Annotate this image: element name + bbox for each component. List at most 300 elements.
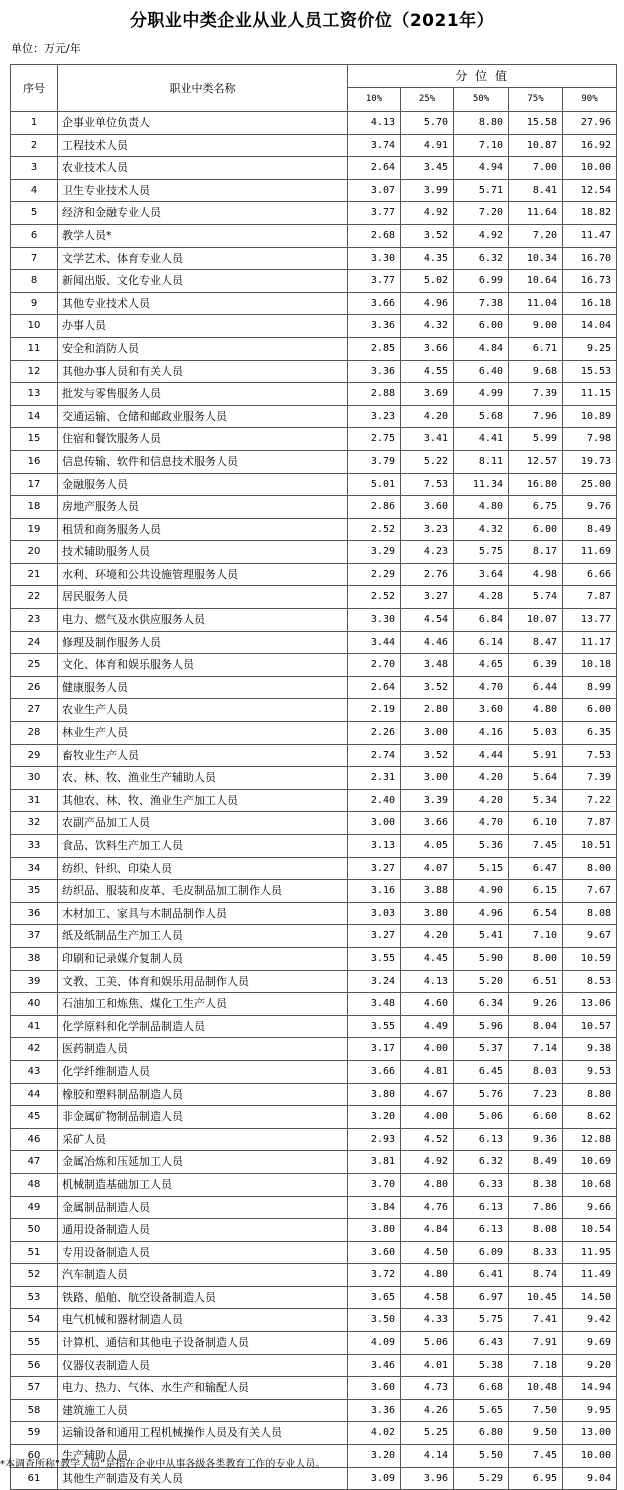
row-seq: 11: [11, 337, 58, 360]
table-row: [11, 1151, 617, 1174]
table-row: [11, 450, 617, 473]
table-row: [11, 947, 617, 970]
row-p75: 9.00: [509, 315, 563, 338]
row-name: 运输设备和通用工程机械操作人员及有关人员: [58, 1422, 348, 1445]
row-p90: 11.69: [563, 541, 617, 564]
row-p90: 14.94: [563, 1377, 617, 1400]
table-row: [11, 496, 617, 519]
row-seq: 57: [11, 1377, 58, 1400]
row-seq: 10: [11, 315, 58, 338]
row-name: 企事业单位负责人: [58, 112, 348, 135]
table-row: [11, 428, 617, 451]
row-p75: 6.75: [509, 496, 563, 519]
row-p75: 6.47: [509, 857, 563, 880]
row-p90: 10.89: [563, 405, 617, 428]
row-p10: 3.60: [348, 1377, 401, 1400]
row-p10: 3.20: [348, 1106, 401, 1129]
table-row: [11, 857, 617, 880]
row-p10: 3.29: [348, 541, 401, 564]
table-row: [11, 1264, 617, 1287]
row-p50: 4.44: [454, 744, 509, 767]
row-p25: 4.96: [401, 292, 454, 315]
row-p90: 9.95: [563, 1399, 617, 1422]
row-p90: 11.49: [563, 1264, 617, 1287]
row-p50: 6.68: [454, 1377, 509, 1400]
row-p10: 4.13: [348, 112, 401, 135]
row-seq: 36: [11, 902, 58, 925]
row-seq: 18: [11, 496, 58, 519]
row-p75: 5.74: [509, 586, 563, 609]
row-p25: 2.76: [401, 563, 454, 586]
row-p90: 11.15: [563, 383, 617, 406]
header-seq: 序号: [11, 65, 58, 112]
row-p75: 6.71: [509, 337, 563, 360]
row-p50: 4.96: [454, 902, 509, 925]
row-p90: 7.22: [563, 789, 617, 812]
row-name: 交通运输、仓储和邮政业服务人员: [58, 405, 348, 428]
row-seq: 55: [11, 1332, 58, 1355]
row-p10: 3.30: [348, 247, 401, 270]
row-p10: 3.30: [348, 609, 401, 632]
row-p50: 6.41: [454, 1264, 509, 1287]
row-p50: 7.10: [454, 134, 509, 157]
row-p25: 4.23: [401, 541, 454, 564]
row-name: 工程技术人员: [58, 134, 348, 157]
row-p75: 9.68: [509, 360, 563, 383]
row-name: 林业生产人员: [58, 722, 348, 745]
row-p25: 3.66: [401, 812, 454, 835]
row-name: 化学纤维制造人员: [58, 1060, 348, 1083]
row-name: 电气机械和器材制造人员: [58, 1309, 348, 1332]
row-name: 橡胶和塑料制品制造人员: [58, 1083, 348, 1106]
row-p90: 16.92: [563, 134, 617, 157]
row-p90: 11.95: [563, 1241, 617, 1264]
row-p90: 14.04: [563, 315, 617, 338]
row-p90: 9.53: [563, 1060, 617, 1083]
row-p75: 9.26: [509, 993, 563, 1016]
row-p25: 4.13: [401, 970, 454, 993]
row-p10: 3.74: [348, 134, 401, 157]
row-p50: 5.76: [454, 1083, 509, 1106]
row-p90: 9.04: [563, 1467, 617, 1490]
row-p10: 2.19: [348, 699, 401, 722]
wage-table: [10, 64, 617, 1490]
row-p90: 8.49: [563, 518, 617, 541]
row-p75: 7.45: [509, 1445, 563, 1468]
row-p10: 5.01: [348, 473, 401, 496]
row-p50: 5.90: [454, 947, 509, 970]
row-p50: 6.13: [454, 1219, 509, 1242]
row-p50: 5.41: [454, 925, 509, 948]
row-p75: 10.45: [509, 1286, 563, 1309]
row-p25: 4.45: [401, 947, 454, 970]
row-p10: 3.09: [348, 1467, 401, 1490]
row-p75: 7.45: [509, 835, 563, 858]
row-p25: 4.80: [401, 1173, 454, 1196]
row-p25: 4.84: [401, 1219, 454, 1242]
row-p90: 7.87: [563, 586, 617, 609]
row-p10: 3.80: [348, 1083, 401, 1106]
row-p10: 2.64: [348, 157, 401, 180]
row-p75: 9.36: [509, 1128, 563, 1151]
row-p50: 5.75: [454, 1309, 509, 1332]
row-p75: 4.98: [509, 563, 563, 586]
row-p50: 6.40: [454, 360, 509, 383]
row-p25: 7.53: [401, 473, 454, 496]
row-p90: 16.70: [563, 247, 617, 270]
row-p50: 4.20: [454, 789, 509, 812]
table-row: [11, 202, 617, 225]
row-p25: 4.00: [401, 1038, 454, 1061]
row-seq: 30: [11, 767, 58, 790]
row-p50: 5.68: [454, 405, 509, 428]
table-row: [11, 676, 617, 699]
row-name: 教学人员*: [58, 224, 348, 247]
table-row: [11, 563, 617, 586]
row-name: 计算机、通信和其他电子设备制造人员: [58, 1332, 348, 1355]
row-p10: 3.70: [348, 1173, 401, 1196]
row-p75: 7.41: [509, 1309, 563, 1332]
row-p25: 3.60: [401, 496, 454, 519]
row-name: 卫生专业技术人员: [58, 179, 348, 202]
row-p10: 3.44: [348, 631, 401, 654]
row-seq: 31: [11, 789, 58, 812]
row-p25: 3.88: [401, 880, 454, 903]
row-p90: 10.69: [563, 1151, 617, 1174]
row-seq: 60: [11, 1445, 58, 1468]
row-p50: 4.94: [454, 157, 509, 180]
row-name: 通用设备制造人员: [58, 1219, 348, 1242]
row-p75: 4.80: [509, 699, 563, 722]
row-p75: 6.10: [509, 812, 563, 835]
table-row: [11, 383, 617, 406]
row-seq: 33: [11, 835, 58, 858]
row-p75: 15.58: [509, 112, 563, 135]
table-row: [11, 1467, 617, 1490]
row-p90: 9.25: [563, 337, 617, 360]
row-p50: 4.41: [454, 428, 509, 451]
row-p50: 6.13: [454, 1196, 509, 1219]
table-row: [11, 1354, 617, 1377]
row-p90: 7.98: [563, 428, 617, 451]
row-seq: 52: [11, 1264, 58, 1287]
row-p90: 9.67: [563, 925, 617, 948]
row-p25: 4.20: [401, 925, 454, 948]
row-p75: 6.00: [509, 518, 563, 541]
row-seq: 47: [11, 1151, 58, 1174]
table-row: [11, 518, 617, 541]
row-name: 其他生产制造及有关人员: [58, 1467, 348, 1490]
row-p75: 10.64: [509, 270, 563, 293]
row-seq: 61: [11, 1467, 58, 1490]
row-p25: 4.46: [401, 631, 454, 654]
row-p50: 4.70: [454, 812, 509, 835]
row-p90: 6.66: [563, 563, 617, 586]
row-p90: 10.00: [563, 1445, 617, 1468]
row-p75: 12.57: [509, 450, 563, 473]
row-p10: 2.31: [348, 767, 401, 790]
row-p50: 7.20: [454, 202, 509, 225]
row-p10: 2.88: [348, 383, 401, 406]
table-body: [11, 112, 617, 1490]
table-row: [11, 315, 617, 338]
row-p90: 11.47: [563, 224, 617, 247]
table-row: [11, 270, 617, 293]
row-p25: 4.55: [401, 360, 454, 383]
row-p25: 4.80: [401, 1264, 454, 1287]
row-p25: 4.32: [401, 315, 454, 338]
row-p50: 5.75: [454, 541, 509, 564]
row-p10: 3.77: [348, 270, 401, 293]
row-p90: 9.69: [563, 1332, 617, 1355]
row-name: 石油加工和炼焦、煤化工生产人员: [58, 993, 348, 1016]
row-p10: 3.17: [348, 1038, 401, 1061]
table-row: [11, 609, 617, 632]
row-seq: 23: [11, 609, 58, 632]
row-p25: 3.39: [401, 789, 454, 812]
row-p75: 10.48: [509, 1377, 563, 1400]
row-seq: 53: [11, 1286, 58, 1309]
header-p25: 25%: [401, 88, 454, 112]
row-p10: 3.36: [348, 360, 401, 383]
row-p10: 2.64: [348, 676, 401, 699]
row-seq: 28: [11, 722, 58, 745]
row-name: 居民服务人员: [58, 586, 348, 609]
row-p50: 4.28: [454, 586, 509, 609]
row-seq: 6: [11, 224, 58, 247]
table-row: [11, 767, 617, 790]
row-p10: 3.80: [348, 1219, 401, 1242]
row-p25: 4.67: [401, 1083, 454, 1106]
row-p25: 4.49: [401, 1015, 454, 1038]
table-row: [11, 1128, 617, 1151]
row-p10: 2.86: [348, 496, 401, 519]
header-p10: 10%: [348, 88, 401, 112]
row-p50: 4.92: [454, 224, 509, 247]
row-seq: 27: [11, 699, 58, 722]
row-seq: 56: [11, 1354, 58, 1377]
row-name: 专用设备制造人员: [58, 1241, 348, 1264]
row-seq: 35: [11, 880, 58, 903]
row-p75: 8.08: [509, 1219, 563, 1242]
row-p90: 8.62: [563, 1106, 617, 1129]
row-p10: 2.52: [348, 586, 401, 609]
row-name: 办事人员: [58, 315, 348, 338]
table-row: [11, 337, 617, 360]
table-row: [11, 993, 617, 1016]
table-row: [11, 1377, 617, 1400]
row-name: 其他专业技术人员: [58, 292, 348, 315]
row-p50: 4.90: [454, 880, 509, 903]
row-p25: 4.50: [401, 1241, 454, 1264]
row-p25: 4.73: [401, 1377, 454, 1400]
table-row: [11, 970, 617, 993]
row-p10: 2.93: [348, 1128, 401, 1151]
row-name: 铁路、船舶、航空设备制造人员: [58, 1286, 348, 1309]
row-p75: 7.91: [509, 1332, 563, 1355]
table-row: [11, 179, 617, 202]
row-seq: 14: [11, 405, 58, 428]
row-p75: 6.15: [509, 880, 563, 903]
table-row: [11, 473, 617, 496]
row-seq: 54: [11, 1309, 58, 1332]
table-row: [11, 880, 617, 903]
row-p90: 18.82: [563, 202, 617, 225]
row-p10: 3.60: [348, 1241, 401, 1264]
table-row: [11, 789, 617, 812]
row-p90: 15.53: [563, 360, 617, 383]
table-row: [11, 902, 617, 925]
row-p75: 8.17: [509, 541, 563, 564]
row-seq: 2: [11, 134, 58, 157]
row-p25: 5.25: [401, 1422, 454, 1445]
row-p50: 8.80: [454, 112, 509, 135]
row-p50: 5.36: [454, 835, 509, 858]
row-name: 技术辅助服务人员: [58, 541, 348, 564]
row-p90: 8.00: [563, 857, 617, 880]
header-p90: 90%: [563, 88, 617, 112]
row-p25: 4.00: [401, 1106, 454, 1129]
table-header: [11, 65, 617, 112]
table-row: [11, 1015, 617, 1038]
row-p10: 3.16: [348, 880, 401, 903]
row-name: 安全和消防人员: [58, 337, 348, 360]
row-p10: 3.00: [348, 812, 401, 835]
row-p75: 8.47: [509, 631, 563, 654]
row-seq: 45: [11, 1106, 58, 1129]
row-p25: 4.05: [401, 835, 454, 858]
row-name: 医药制造人员: [58, 1038, 348, 1061]
row-p90: 6.35: [563, 722, 617, 745]
table-row: [11, 722, 617, 745]
row-p10: 2.52: [348, 518, 401, 541]
row-p25: 3.27: [401, 586, 454, 609]
row-p75: 7.18: [509, 1354, 563, 1377]
row-p10: 3.20: [348, 1445, 401, 1468]
row-p10: 3.65: [348, 1286, 401, 1309]
row-p10: 3.46: [348, 1354, 401, 1377]
row-p90: 19.73: [563, 450, 617, 473]
row-p25: 3.52: [401, 224, 454, 247]
row-p50: 6.43: [454, 1332, 509, 1355]
row-p75: 10.87: [509, 134, 563, 157]
row-p25: 3.69: [401, 383, 454, 406]
row-seq: 15: [11, 428, 58, 451]
row-seq: 32: [11, 812, 58, 835]
row-p25: 3.00: [401, 722, 454, 745]
row-p75: 5.03: [509, 722, 563, 745]
table-row: [11, 835, 617, 858]
row-p10: 3.55: [348, 947, 401, 970]
table-row: [11, 541, 617, 564]
row-p90: 12.54: [563, 179, 617, 202]
row-p25: 3.99: [401, 179, 454, 202]
row-p50: 5.29: [454, 1467, 509, 1490]
row-p25: 5.70: [401, 112, 454, 135]
row-p50: 6.32: [454, 247, 509, 270]
row-p50: 4.84: [454, 337, 509, 360]
row-p75: 6.51: [509, 970, 563, 993]
row-p90: 25.00: [563, 473, 617, 496]
row-name: 纺织品、服装和皮革、毛皮制品加工制作人员: [58, 880, 348, 903]
row-seq: 8: [11, 270, 58, 293]
row-name: 金属冶炼和压延加工人员: [58, 1151, 348, 1174]
row-p90: 7.39: [563, 767, 617, 790]
row-p50: 4.80: [454, 496, 509, 519]
row-p10: 3.24: [348, 970, 401, 993]
table-row: [11, 247, 617, 270]
row-name: 农业生产人员: [58, 699, 348, 722]
table-row: [11, 654, 617, 677]
row-name: 水利、环境和公共设施管理服务人员: [58, 563, 348, 586]
row-p50: 6.32: [454, 1151, 509, 1174]
row-name: 机械制造基础加工人员: [58, 1173, 348, 1196]
row-seq: 3: [11, 157, 58, 180]
row-seq: 9: [11, 292, 58, 315]
row-p90: 10.00: [563, 157, 617, 180]
row-seq: 59: [11, 1422, 58, 1445]
row-name: 畜牧业生产人员: [58, 744, 348, 767]
row-name: 其他办事人员和有关人员: [58, 360, 348, 383]
row-seq: 49: [11, 1196, 58, 1219]
page-title: 分职业中类企业从业人员工资价位（2021年）: [129, 11, 495, 31]
table-row: [11, 1060, 617, 1083]
table-row: [11, 1399, 617, 1422]
row-name: 房地产服务人员: [58, 496, 348, 519]
row-p25: 4.07: [401, 857, 454, 880]
row-p50: 6.09: [454, 1241, 509, 1264]
row-p75: 8.33: [509, 1241, 563, 1264]
table-row: [11, 134, 617, 157]
row-p10: 3.66: [348, 1060, 401, 1083]
row-seq: 7: [11, 247, 58, 270]
row-p10: 3.27: [348, 857, 401, 880]
row-p25: 3.80: [401, 902, 454, 925]
table-row: [11, 224, 617, 247]
row-p90: 8.08: [563, 902, 617, 925]
row-p50: 5.38: [454, 1354, 509, 1377]
row-p25: 4.14: [401, 1445, 454, 1468]
row-p75: 5.34: [509, 789, 563, 812]
row-p75: 7.23: [509, 1083, 563, 1106]
header-name: 职业中类名称: [58, 65, 348, 112]
row-p90: 9.38: [563, 1038, 617, 1061]
row-p75: 6.95: [509, 1467, 563, 1490]
row-p75: 7.50: [509, 1399, 563, 1422]
row-p90: 27.96: [563, 112, 617, 135]
row-p25: 4.91: [401, 134, 454, 157]
row-p75: 11.64: [509, 202, 563, 225]
row-p90: 16.73: [563, 270, 617, 293]
row-seq: 21: [11, 563, 58, 586]
row-p75: 8.38: [509, 1173, 563, 1196]
table-row: [11, 292, 617, 315]
row-p90: 7.67: [563, 880, 617, 903]
row-seq: 58: [11, 1399, 58, 1422]
row-p25: 3.52: [401, 676, 454, 699]
row-seq: 29: [11, 744, 58, 767]
row-seq: 13: [11, 383, 58, 406]
footnote: *本调查所称“教学人员”是指在企业中从事各级各类教育工作的专业人员。: [0, 1459, 326, 1470]
row-p50: 6.14: [454, 631, 509, 654]
table-row: [11, 699, 617, 722]
row-p75: 7.00: [509, 157, 563, 180]
row-seq: 17: [11, 473, 58, 496]
row-name: 非金属矿物制品制造人员: [58, 1106, 348, 1129]
row-p75: 8.74: [509, 1264, 563, 1287]
row-p90: 10.59: [563, 947, 617, 970]
table-row: [11, 631, 617, 654]
